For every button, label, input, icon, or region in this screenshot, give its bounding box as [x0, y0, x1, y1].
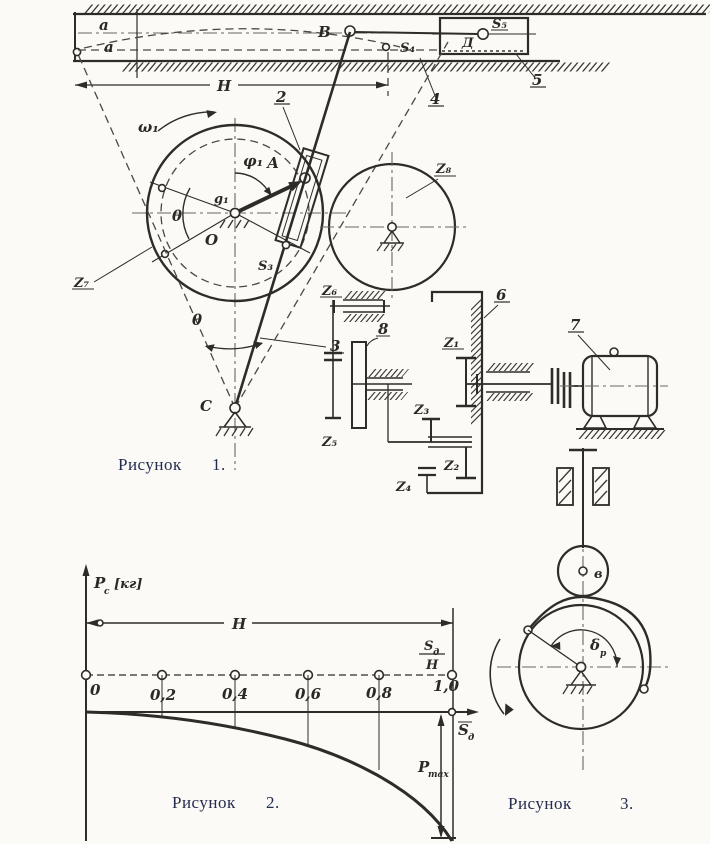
fig2-pmax-p: P: [418, 758, 430, 776]
pulley-8: [352, 342, 366, 428]
pc-curve: [86, 712, 452, 841]
fig2-caption: [172, 793, 280, 812]
fig1-link4-slider5: [355, 17, 546, 108]
point-a-label: А: [267, 154, 280, 172]
z1-label: Z₁: [444, 336, 460, 351]
housing6-label: 6: [496, 286, 507, 304]
link3-label: 3: [330, 337, 341, 355]
fig2-tick-06: 0,6: [295, 685, 322, 703]
fig2-tick-0: 0: [90, 681, 101, 699]
z7-label: Z₇: [74, 276, 90, 291]
fig2-tick-08: 0,8: [366, 684, 393, 702]
fig1-gear-z8: [320, 152, 468, 300]
fig1-crank-wheel-z7: [72, 108, 348, 470]
fig2-caption-num: 2.: [266, 793, 280, 812]
fig2-frac-num-sub: д: [433, 648, 440, 658]
dim-a-top-label: a: [99, 16, 109, 34]
fig2-frac-num: S: [424, 639, 434, 654]
link4-label: 4: [430, 90, 441, 108]
s3-point: [282, 241, 289, 248]
fig3-caption-num: 3.: [620, 794, 634, 813]
fig1-caption: [118, 455, 226, 474]
point-d-pin: [478, 29, 488, 39]
dim-a-bottom-label: a: [104, 38, 114, 56]
s4-point: [383, 44, 390, 51]
pulley8-label: 8: [378, 320, 389, 338]
fig2-pmax-sub: max: [428, 770, 449, 780]
fig1-belt-drive: [320, 284, 412, 450]
fig2-ylabel-p: P: [94, 574, 106, 592]
theta-wheel-label: θ: [172, 207, 183, 225]
fig2-caption-word: Рисунок: [172, 793, 236, 812]
delta-r-label: δ: [590, 636, 601, 654]
link5-label: 5: [532, 71, 543, 89]
fig2-tick-10: 1,0: [433, 677, 460, 695]
fig1-caption-num: 1.: [212, 455, 226, 474]
fig2-frac-den: Н: [426, 658, 439, 673]
point-b-label: В: [318, 23, 331, 41]
fig2-xlabel-s: S: [458, 721, 469, 739]
dim-h-label: Н: [217, 77, 232, 95]
crank-axle-o: [230, 208, 239, 217]
delta-r-sub: р: [600, 649, 607, 659]
z8-label: Z₈: [436, 162, 452, 177]
fig3-caption-word: Рисунок: [508, 794, 572, 813]
fig2-ylabel-sub: c: [104, 587, 110, 597]
fig2-tick-04: 0,4: [222, 685, 249, 703]
z2-label: Z₂: [444, 459, 460, 474]
phi1-label: φ₁: [243, 152, 264, 170]
pivot-c-pin: [230, 403, 240, 413]
theta-bottom-label: θ: [192, 311, 203, 329]
s3-label: S₃: [258, 259, 274, 274]
fig1-gearbox: [388, 286, 552, 495]
point-c-label: С: [200, 397, 212, 415]
s4-label: S₄: [400, 41, 416, 56]
link2-label: 2: [276, 88, 287, 106]
omega1-label: ω₁: [138, 118, 159, 136]
fig2-xlabel-sub: д: [468, 733, 475, 743]
fig1-motor: [552, 316, 668, 435]
roller-label: в: [594, 567, 603, 582]
fig1-caption-word: Рисунок: [118, 455, 182, 474]
z4-label: Z₄: [396, 480, 412, 495]
motor7-label: 7: [570, 316, 581, 334]
fig3-cam-mechanism: [490, 448, 670, 772]
z3-label: Z₃: [414, 403, 430, 418]
z6-label: Z₆: [322, 284, 338, 299]
g1-label: g₁: [214, 192, 229, 207]
fig2-ylabel-unit: [кг]: [114, 577, 143, 592]
s5-label: S₅: [492, 17, 508, 32]
z5-label: Z₅: [322, 435, 338, 450]
fig2-force-diagram: [82, 564, 479, 841]
point-o-label: О: [205, 231, 219, 249]
fig1-guide-rails: [73, 9, 710, 96]
point-d-label: Д: [462, 36, 474, 51]
fig2-tick-02: 0,2: [150, 686, 177, 704]
fig3-caption: [508, 794, 634, 813]
fig2-h-label: Н: [232, 615, 247, 633]
